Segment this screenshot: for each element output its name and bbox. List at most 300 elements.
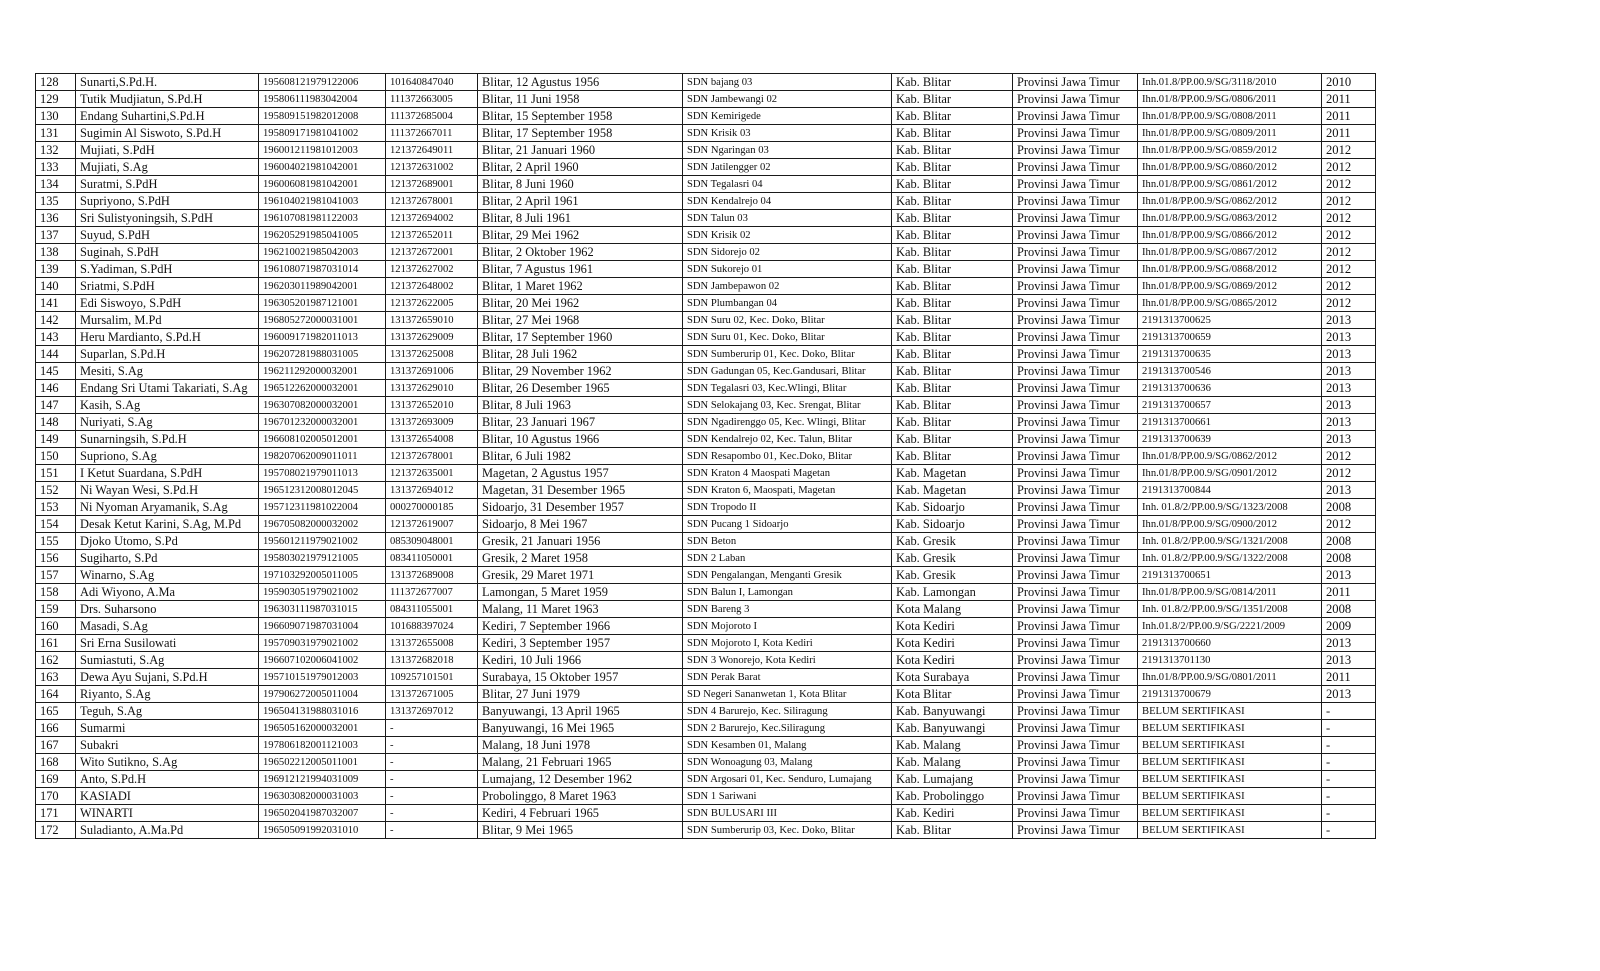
certification-year-cell: 2012 bbox=[1322, 227, 1376, 244]
row-number-cell: 171 bbox=[36, 805, 76, 822]
nuptk-cell: 131372694012 bbox=[386, 482, 478, 499]
birth-place-date-cell: Kediri, 7 September 1966 bbox=[478, 618, 683, 635]
certification-number-cell: 2191313700657 bbox=[1138, 397, 1322, 414]
scanned-page bbox=[35, 73, 1376, 839]
province-cell: Provinsi Jawa Timur bbox=[1013, 91, 1138, 108]
birth-place-date-cell: Sidoarjo, 8 Mei 1967 bbox=[478, 516, 683, 533]
certification-year-cell: 2012 bbox=[1322, 193, 1376, 210]
table-row bbox=[36, 737, 1376, 754]
school-name-cell: SDN Mojoroto I, Kota Kediri bbox=[683, 635, 892, 652]
table-row bbox=[36, 805, 1376, 822]
certification-number-cell: BELUM SERTIFIKASI bbox=[1138, 754, 1322, 771]
teacher-name-cell: WINARTI bbox=[76, 805, 259, 822]
row-number-cell: 145 bbox=[36, 363, 76, 380]
nuptk-cell: 111372685004 bbox=[386, 108, 478, 125]
birth-place-date-cell: Blitar, 2 April 1961 bbox=[478, 193, 683, 210]
certification-number-cell: Ihn.01/8/PP.00.9/SG/0863/2012 bbox=[1138, 210, 1322, 227]
school-name-cell: SDN Kendalrejo 02, Kec. Talun, Blitar bbox=[683, 431, 892, 448]
certification-year-cell: - bbox=[1322, 822, 1376, 839]
province-cell: Provinsi Jawa Timur bbox=[1013, 720, 1138, 737]
table-row bbox=[36, 618, 1376, 635]
table-row bbox=[36, 584, 1376, 601]
nip-cell: 196203011989042001 bbox=[259, 278, 386, 295]
table-row bbox=[36, 244, 1376, 261]
nip-cell: 197906272005011004 bbox=[259, 686, 386, 703]
row-number-cell: 148 bbox=[36, 414, 76, 431]
school-name-cell: SDN Suru 01, Kec. Doko, Blitar bbox=[683, 329, 892, 346]
row-number-cell: 151 bbox=[36, 465, 76, 482]
certification-number-cell: Inh. 01.8/2/PP.00.9/SG/1351/2008 bbox=[1138, 601, 1322, 618]
teacher-name-cell: Suginah, S.PdH bbox=[76, 244, 259, 261]
teacher-name-cell: Sriatmi, S.PdH bbox=[76, 278, 259, 295]
teacher-name-cell: Nuriyati, S.Ag bbox=[76, 414, 259, 431]
teacher-name-cell: Dewa Ayu Sujani, S.Pd.H bbox=[76, 669, 259, 686]
school-name-cell: SDN Kraton 4 Maospati Magetan bbox=[683, 465, 892, 482]
certification-year-cell: 2013 bbox=[1322, 431, 1376, 448]
certification-number-cell: Ihn.01/8/PP.00.9/SG/0808/2011 bbox=[1138, 108, 1322, 125]
teacher-name-cell: Suratmi, S.PdH bbox=[76, 176, 259, 193]
certification-number-cell: 2191313700659 bbox=[1138, 329, 1322, 346]
school-name-cell: SDN Wonoagung 03, Malang bbox=[683, 754, 892, 771]
nuptk-cell: 121372678001 bbox=[386, 193, 478, 210]
birth-place-date-cell: Blitar, 1 Maret 1962 bbox=[478, 278, 683, 295]
nip-cell: 196512262000032001 bbox=[259, 380, 386, 397]
certification-number-cell: Ihn.01/8/PP.00.9/SG/0806/2011 bbox=[1138, 91, 1322, 108]
nuptk-cell: 121372652011 bbox=[386, 227, 478, 244]
table-row bbox=[36, 431, 1376, 448]
birth-place-date-cell: Gresik, 2 Maret 1958 bbox=[478, 550, 683, 567]
row-number-cell: 140 bbox=[36, 278, 76, 295]
birth-place-date-cell: Blitar, 2 Oktober 1962 bbox=[478, 244, 683, 261]
certification-year-cell: 2012 bbox=[1322, 516, 1376, 533]
province-cell: Provinsi Jawa Timur bbox=[1013, 584, 1138, 601]
table-row bbox=[36, 329, 1376, 346]
teacher-name-cell: Supriono, S.Ag bbox=[76, 448, 259, 465]
table-row bbox=[36, 261, 1376, 278]
nip-cell: 196609071987031004 bbox=[259, 618, 386, 635]
certification-number-cell: Ihn.01/8/PP.00.9/SG/0859/2012 bbox=[1138, 142, 1322, 159]
certification-year-cell: 2013 bbox=[1322, 414, 1376, 431]
province-cell: Provinsi Jawa Timur bbox=[1013, 805, 1138, 822]
nuptk-cell: 131372652010 bbox=[386, 397, 478, 414]
teacher-name-cell: Anto, S.Pd.H bbox=[76, 771, 259, 788]
certification-year-cell: 2013 bbox=[1322, 397, 1376, 414]
certification-year-cell: 2013 bbox=[1322, 567, 1376, 584]
certification-number-cell: BELUM SERTIFIKASI bbox=[1138, 737, 1322, 754]
regency-cell: Kab. Blitar bbox=[892, 244, 1013, 261]
certification-year-cell: 2013 bbox=[1322, 686, 1376, 703]
nuptk-cell: 121372678001 bbox=[386, 448, 478, 465]
regency-cell: Kab. Sidoarjo bbox=[892, 499, 1013, 516]
certification-year-cell: - bbox=[1322, 805, 1376, 822]
teacher-name-cell: Sri Sulistyoningsih, S.PdH bbox=[76, 210, 259, 227]
teacher-name-cell: I Ketut Suardana, S.PdH bbox=[76, 465, 259, 482]
nuptk-cell: 131372629010 bbox=[386, 380, 478, 397]
birth-place-date-cell: Malang, 18 Juni 1978 bbox=[478, 737, 683, 754]
teacher-name-cell: Mursalim, M.Pd bbox=[76, 312, 259, 329]
nip-cell: 195712311981022004 bbox=[259, 499, 386, 516]
birth-place-date-cell: Blitar, 27 Mei 1968 bbox=[478, 312, 683, 329]
birth-place-date-cell: Banyuwangi, 13 April 1965 bbox=[478, 703, 683, 720]
regency-cell: Kab. Blitar bbox=[892, 108, 1013, 125]
nip-cell: 196701232000032001 bbox=[259, 414, 386, 431]
province-cell: Provinsi Jawa Timur bbox=[1013, 108, 1138, 125]
certification-year-cell: 2013 bbox=[1322, 346, 1376, 363]
nuptk-cell: 109257101501 bbox=[386, 669, 478, 686]
regency-cell: Kab. Banyuwangi bbox=[892, 703, 1013, 720]
nip-cell: 197806182001121003 bbox=[259, 737, 386, 754]
row-number-cell: 128 bbox=[36, 74, 76, 91]
regency-cell: Kab. Blitar bbox=[892, 159, 1013, 176]
nuptk-cell: 131372671005 bbox=[386, 686, 478, 703]
regency-cell: Kab. Magetan bbox=[892, 482, 1013, 499]
table-row bbox=[36, 448, 1376, 465]
row-number-cell: 157 bbox=[36, 567, 76, 584]
birth-place-date-cell: Gresik, 29 Maret 1971 bbox=[478, 567, 683, 584]
table-row bbox=[36, 703, 1376, 720]
nip-cell: 196211292000032001 bbox=[259, 363, 386, 380]
regency-cell: Kota Blitar bbox=[892, 686, 1013, 703]
teacher-name-cell: Riyanto, S.Ag bbox=[76, 686, 259, 703]
birth-place-date-cell: Surabaya, 15 Oktober 1957 bbox=[478, 669, 683, 686]
row-number-cell: 136 bbox=[36, 210, 76, 227]
row-number-cell: 139 bbox=[36, 261, 76, 278]
teacher-name-cell: Heru Mardianto, S.Pd.H bbox=[76, 329, 259, 346]
certification-number-cell: Inh.01.8/PP.00.9/SG/3118/2010 bbox=[1138, 74, 1322, 91]
certification-year-cell: 2008 bbox=[1322, 601, 1376, 618]
nip-cell: 195709031979021002 bbox=[259, 635, 386, 652]
teacher-name-cell: Wito Sutikno, S.Ag bbox=[76, 754, 259, 771]
row-number-cell: 141 bbox=[36, 295, 76, 312]
nuptk-cell: - bbox=[386, 822, 478, 839]
regency-cell: Kab. Blitar bbox=[892, 397, 1013, 414]
table-row bbox=[36, 822, 1376, 839]
province-cell: Provinsi Jawa Timur bbox=[1013, 465, 1138, 482]
table-row bbox=[36, 193, 1376, 210]
school-name-cell: SDN Krisik 03 bbox=[683, 125, 892, 142]
certification-number-cell: 2191313700639 bbox=[1138, 431, 1322, 448]
school-name-cell: SDN Balun I, Lamongan bbox=[683, 584, 892, 601]
nip-cell: 196608102005012001 bbox=[259, 431, 386, 448]
regency-cell: Kab. Blitar bbox=[892, 363, 1013, 380]
nip-cell: 196512312008012045 bbox=[259, 482, 386, 499]
teacher-name-cell: Endang Suhartini,S.Pd.H bbox=[76, 108, 259, 125]
row-number-cell: 147 bbox=[36, 397, 76, 414]
teacher-name-cell: Adi Wiyono, A.Ma bbox=[76, 584, 259, 601]
row-number-cell: 137 bbox=[36, 227, 76, 244]
nip-cell: 198207062009011011 bbox=[259, 448, 386, 465]
teacher-name-cell: Ni Nyoman Aryamanik, S.Ag bbox=[76, 499, 259, 516]
regency-cell: Kab. Sidoarjo bbox=[892, 516, 1013, 533]
regency-cell: Kab. Gresik bbox=[892, 567, 1013, 584]
province-cell: Provinsi Jawa Timur bbox=[1013, 159, 1138, 176]
teacher-name-cell: Suyud, S.PdH bbox=[76, 227, 259, 244]
certification-year-cell: 2013 bbox=[1322, 652, 1376, 669]
school-name-cell: SDN 2 Barurejo, Kec.Siliragung bbox=[683, 720, 892, 737]
row-number-cell: 162 bbox=[36, 652, 76, 669]
province-cell: Provinsi Jawa Timur bbox=[1013, 482, 1138, 499]
school-name-cell: SDN 4 Barurejo, Kec. Siliragung bbox=[683, 703, 892, 720]
teacher-name-cell: Suparlan, S.Pd.H bbox=[76, 346, 259, 363]
school-name-cell: SDN Selokajang 03, Kec. Srengat, Blitar bbox=[683, 397, 892, 414]
nuptk-cell: - bbox=[386, 788, 478, 805]
certification-number-cell: Ihn.01/8/PP.00.9/SG/0801/2011 bbox=[1138, 669, 1322, 686]
certification-year-cell: 2012 bbox=[1322, 278, 1376, 295]
province-cell: Provinsi Jawa Timur bbox=[1013, 278, 1138, 295]
certification-number-cell: BELUM SERTIFIKASI bbox=[1138, 720, 1322, 737]
row-number-cell: 142 bbox=[36, 312, 76, 329]
regency-cell: Kab. Blitar bbox=[892, 210, 1013, 227]
nuptk-cell: 131372693009 bbox=[386, 414, 478, 431]
province-cell: Provinsi Jawa Timur bbox=[1013, 686, 1138, 703]
nuptk-cell: - bbox=[386, 720, 478, 737]
regency-cell: Kab. Blitar bbox=[892, 329, 1013, 346]
row-number-cell: 155 bbox=[36, 533, 76, 550]
table-row bbox=[36, 686, 1376, 703]
province-cell: Provinsi Jawa Timur bbox=[1013, 635, 1138, 652]
certification-year-cell: - bbox=[1322, 737, 1376, 754]
teacher-name-cell: Teguh, S.Ag bbox=[76, 703, 259, 720]
province-cell: Provinsi Jawa Timur bbox=[1013, 550, 1138, 567]
birth-place-date-cell: Blitar, 23 Januari 1967 bbox=[478, 414, 683, 431]
nuptk-cell: 131372682018 bbox=[386, 652, 478, 669]
province-cell: Provinsi Jawa Timur bbox=[1013, 771, 1138, 788]
nip-cell: 196207281988031005 bbox=[259, 346, 386, 363]
certification-year-cell: 2011 bbox=[1322, 108, 1376, 125]
province-cell: Provinsi Jawa Timur bbox=[1013, 601, 1138, 618]
birth-place-date-cell: Lamongan, 5 Maret 1959 bbox=[478, 584, 683, 601]
nuptk-cell: - bbox=[386, 737, 478, 754]
certification-year-cell: 2013 bbox=[1322, 329, 1376, 346]
row-number-cell: 131 bbox=[36, 125, 76, 142]
birth-place-date-cell: Kediri, 4 Februari 1965 bbox=[478, 805, 683, 822]
teacher-name-cell: KASIADI bbox=[76, 788, 259, 805]
table-row bbox=[36, 125, 1376, 142]
nip-cell: 196107081981122003 bbox=[259, 210, 386, 227]
certification-year-cell: 2013 bbox=[1322, 482, 1376, 499]
row-number-cell: 154 bbox=[36, 516, 76, 533]
birth-place-date-cell: Blitar, 29 Mei 1962 bbox=[478, 227, 683, 244]
certification-year-cell: - bbox=[1322, 771, 1376, 788]
table-row bbox=[36, 720, 1376, 737]
nip-cell: 195809171981041002 bbox=[259, 125, 386, 142]
teacher-name-cell: Sumiastuti, S.Ag bbox=[76, 652, 259, 669]
nip-cell: 196004021981042001 bbox=[259, 159, 386, 176]
row-number-cell: 165 bbox=[36, 703, 76, 720]
province-cell: Provinsi Jawa Timur bbox=[1013, 533, 1138, 550]
regency-cell: Kab. Blitar bbox=[892, 227, 1013, 244]
roster-body bbox=[36, 74, 1376, 839]
row-number-cell: 150 bbox=[36, 448, 76, 465]
school-name-cell: SDN Resapombo 01, Kec.Doko, Blitar bbox=[683, 448, 892, 465]
table-row bbox=[36, 465, 1376, 482]
table-row bbox=[36, 414, 1376, 431]
certification-number-cell: 2191313700636 bbox=[1138, 380, 1322, 397]
nip-cell: 195903051979021002 bbox=[259, 584, 386, 601]
province-cell: Provinsi Jawa Timur bbox=[1013, 261, 1138, 278]
nip-cell: 195806111983042004 bbox=[259, 91, 386, 108]
regency-cell: Kab. Blitar bbox=[892, 346, 1013, 363]
nuptk-cell: 101688397024 bbox=[386, 618, 478, 635]
teacher-name-cell: Sugimin Al Siswoto, S.Pd.H bbox=[76, 125, 259, 142]
nuptk-cell: 131372689008 bbox=[386, 567, 478, 584]
certification-number-cell: Inh. 01.8/2/PP.00.9/SG/1321/2008 bbox=[1138, 533, 1322, 550]
teacher-name-cell: Mujiati, S.Ag bbox=[76, 159, 259, 176]
teacher-name-cell: Djoko Utomo, S.Pd bbox=[76, 533, 259, 550]
school-name-cell: SDN 2 Laban bbox=[683, 550, 892, 567]
regency-cell: Kab. Blitar bbox=[892, 380, 1013, 397]
province-cell: Provinsi Jawa Timur bbox=[1013, 737, 1138, 754]
certification-year-cell: 2012 bbox=[1322, 295, 1376, 312]
table-row bbox=[36, 346, 1376, 363]
teacher-name-cell: Edi Siswoyo, S.PdH bbox=[76, 295, 259, 312]
certification-year-cell: 2012 bbox=[1322, 448, 1376, 465]
nuptk-cell: 111372667011 bbox=[386, 125, 478, 142]
school-name-cell: SDN Sidorejo 02 bbox=[683, 244, 892, 261]
nuptk-cell: 131372654008 bbox=[386, 431, 478, 448]
nip-cell: 196108071987031014 bbox=[259, 261, 386, 278]
province-cell: Provinsi Jawa Timur bbox=[1013, 380, 1138, 397]
regency-cell: Kab. Blitar bbox=[892, 822, 1013, 839]
province-cell: Provinsi Jawa Timur bbox=[1013, 431, 1138, 448]
school-name-cell: SDN Perak Barat bbox=[683, 669, 892, 686]
birth-place-date-cell: Kediri, 3 September 1957 bbox=[478, 635, 683, 652]
province-cell: Provinsi Jawa Timur bbox=[1013, 346, 1138, 363]
certification-number-cell: Ihn.01/8/PP.00.9/SG/0900/2012 bbox=[1138, 516, 1322, 533]
certification-number-cell: Ihn.01/8/PP.00.9/SG/0861/2012 bbox=[1138, 176, 1322, 193]
birth-place-date-cell: Blitar, 8 Juli 1961 bbox=[478, 210, 683, 227]
nip-cell: 196504131988031016 bbox=[259, 703, 386, 720]
province-cell: Provinsi Jawa Timur bbox=[1013, 176, 1138, 193]
birth-place-date-cell: Blitar, 15 September 1958 bbox=[478, 108, 683, 125]
certification-number-cell: Ihn.01/8/PP.00.9/SG/0866/2012 bbox=[1138, 227, 1322, 244]
nuptk-cell: 131372655008 bbox=[386, 635, 478, 652]
school-name-cell: SDN Tegalasri 03, Kec.Wlingi, Blitar bbox=[683, 380, 892, 397]
province-cell: Provinsi Jawa Timur bbox=[1013, 244, 1138, 261]
nip-cell: 196001211981012003 bbox=[259, 142, 386, 159]
regency-cell: Kab. Blitar bbox=[892, 91, 1013, 108]
table-row bbox=[36, 499, 1376, 516]
row-number-cell: 146 bbox=[36, 380, 76, 397]
row-number-cell: 134 bbox=[36, 176, 76, 193]
nip-cell: 196607102006041002 bbox=[259, 652, 386, 669]
province-cell: Provinsi Jawa Timur bbox=[1013, 142, 1138, 159]
school-name-cell: SDN Suru 02, Kec. Doko, Blitar bbox=[683, 312, 892, 329]
province-cell: Provinsi Jawa Timur bbox=[1013, 193, 1138, 210]
school-name-cell: SDN Bareng 3 bbox=[683, 601, 892, 618]
certification-number-cell: BELUM SERTIFIKASI bbox=[1138, 771, 1322, 788]
nuptk-cell: - bbox=[386, 805, 478, 822]
school-name-cell: SDN Pucang 1 Sidoarjo bbox=[683, 516, 892, 533]
table-row bbox=[36, 142, 1376, 159]
nuptk-cell: 121372649011 bbox=[386, 142, 478, 159]
row-number-cell: 138 bbox=[36, 244, 76, 261]
birth-place-date-cell: Blitar, 2 April 1960 bbox=[478, 159, 683, 176]
certification-number-cell: Ihn.01/8/PP.00.9/SG/0809/2011 bbox=[1138, 125, 1322, 142]
certification-year-cell: 2011 bbox=[1322, 91, 1376, 108]
nip-cell: 196210021985042003 bbox=[259, 244, 386, 261]
province-cell: Provinsi Jawa Timur bbox=[1013, 227, 1138, 244]
certification-year-cell: 2012 bbox=[1322, 465, 1376, 482]
certification-year-cell: 2009 bbox=[1322, 618, 1376, 635]
certification-year-cell: 2011 bbox=[1322, 669, 1376, 686]
birth-place-date-cell: Blitar, 26 Desember 1965 bbox=[478, 380, 683, 397]
table-row bbox=[36, 482, 1376, 499]
regency-cell: Kab. Blitar bbox=[892, 312, 1013, 329]
row-number-cell: 164 bbox=[36, 686, 76, 703]
school-name-cell: SDN Ngadirenggo 05, Kec. Wlingi, Blitar bbox=[683, 414, 892, 431]
birth-place-date-cell: Malang, 21 Februari 1965 bbox=[478, 754, 683, 771]
row-number-cell: 129 bbox=[36, 91, 76, 108]
row-number-cell: 132 bbox=[36, 142, 76, 159]
school-name-cell: SDN Argosari 01, Kec. Senduro, Lumajang bbox=[683, 771, 892, 788]
certification-number-cell: Ihn.01/8/PP.00.9/SG/0860/2012 bbox=[1138, 159, 1322, 176]
school-name-cell: SDN Krisik 02 bbox=[683, 227, 892, 244]
regency-cell: Kab. Blitar bbox=[892, 448, 1013, 465]
certification-number-cell: 2191313700546 bbox=[1138, 363, 1322, 380]
nuptk-cell: 131372659010 bbox=[386, 312, 478, 329]
regency-cell: Kab. Blitar bbox=[892, 278, 1013, 295]
certification-number-cell: 2191313700660 bbox=[1138, 635, 1322, 652]
birth-place-date-cell: Lumajang, 12 Desember 1962 bbox=[478, 771, 683, 788]
regency-cell: Kab. Blitar bbox=[892, 125, 1013, 142]
teacher-name-cell: Winarno, S.Ag bbox=[76, 567, 259, 584]
certification-year-cell: 2008 bbox=[1322, 550, 1376, 567]
birth-place-date-cell: Blitar, 11 Juni 1958 bbox=[478, 91, 683, 108]
nip-cell: 196505091992031010 bbox=[259, 822, 386, 839]
birth-place-date-cell: Blitar, 20 Mei 1962 bbox=[478, 295, 683, 312]
certification-number-cell: Inh. 01.8/2/PP.00.9/SG/1323/2008 bbox=[1138, 499, 1322, 516]
certification-number-cell: Inh. 01.8/2/PP.00.9/SG/1322/2008 bbox=[1138, 550, 1322, 567]
province-cell: Provinsi Jawa Timur bbox=[1013, 516, 1138, 533]
birth-place-date-cell: Blitar, 21 Januari 1960 bbox=[478, 142, 683, 159]
table-row bbox=[36, 516, 1376, 533]
row-number-cell: 144 bbox=[36, 346, 76, 363]
teacher-name-cell: Tutik Mudjiatun, S.Pd.H bbox=[76, 91, 259, 108]
nuptk-cell: - bbox=[386, 754, 478, 771]
teacher-name-cell: Endang Sri Utami Takariati, S.Ag bbox=[76, 380, 259, 397]
certification-year-cell: 2012 bbox=[1322, 210, 1376, 227]
nip-cell: 195708021979011013 bbox=[259, 465, 386, 482]
nuptk-cell: 121372622005 bbox=[386, 295, 478, 312]
table-row bbox=[36, 601, 1376, 618]
certification-year-cell: 2012 bbox=[1322, 142, 1376, 159]
certification-year-cell: 2008 bbox=[1322, 533, 1376, 550]
row-number-cell: 166 bbox=[36, 720, 76, 737]
school-name-cell: SDN 3 Wonorejo, Kota Kediri bbox=[683, 652, 892, 669]
school-name-cell: SDN Jatilengger 02 bbox=[683, 159, 892, 176]
teacher-name-cell: Suladianto, A.Ma.Pd bbox=[76, 822, 259, 839]
table-row bbox=[36, 74, 1376, 91]
row-number-cell: 172 bbox=[36, 822, 76, 839]
school-name-cell: SDN Kendalrejo 04 bbox=[683, 193, 892, 210]
regency-cell: Kab. Lamongan bbox=[892, 584, 1013, 601]
certification-number-cell: Ihn.01/8/PP.00.9/SG/0868/2012 bbox=[1138, 261, 1322, 278]
school-name-cell: SDN BULUSARI III bbox=[683, 805, 892, 822]
table-row bbox=[36, 771, 1376, 788]
teacher-name-cell: Sunarti,S.Pd.H. bbox=[76, 74, 259, 91]
regency-cell: Kab. Blitar bbox=[892, 261, 1013, 278]
nuptk-cell: 000270000185 bbox=[386, 499, 478, 516]
teacher-name-cell: Desak Ketut Karini, S.Ag, M.Pd bbox=[76, 516, 259, 533]
nip-cell: 196104021981041003 bbox=[259, 193, 386, 210]
school-name-cell: SDN Jambewangi 02 bbox=[683, 91, 892, 108]
province-cell: Provinsi Jawa Timur bbox=[1013, 499, 1138, 516]
school-name-cell: SDN Talun 03 bbox=[683, 210, 892, 227]
province-cell: Provinsi Jawa Timur bbox=[1013, 652, 1138, 669]
school-name-cell: SDN Gadungan 05, Kec.Gandusari, Blitar bbox=[683, 363, 892, 380]
teacher-name-cell: Sugiharto, S.Pd bbox=[76, 550, 259, 567]
